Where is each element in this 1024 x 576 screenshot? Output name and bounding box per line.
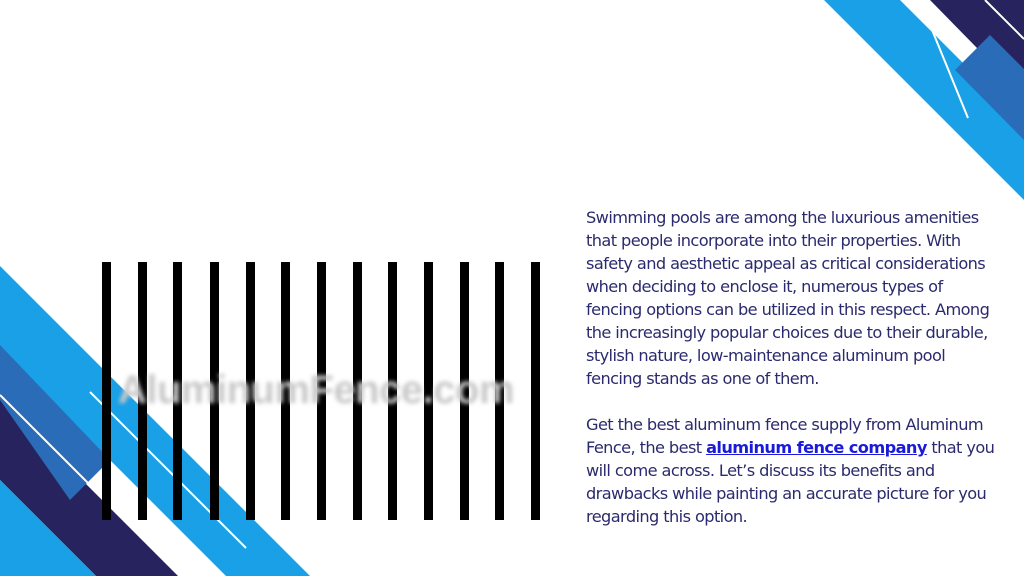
image-watermark: AluminumFence.com [118, 368, 515, 412]
fence-picket [102, 262, 111, 520]
cta-paragraph [586, 413, 998, 528]
intro-paragraph: Swimming pools are among the luxurious amenities that people incorporate into their properties. With safety and aesthetic appeal as critical considerations when deciding to enclose it, numerous types of fencing options can be utilized in this respect. Among the increasingly popular choices due to their durable, stylish nature, low-maintenance aluminum pool fencing stands as one of them. [586, 208, 990, 388]
cta-text-after: that you will come across. Let’s discuss its benefits and drawbacks while painting an accurate picture for you regarding this option. [586, 438, 995, 526]
cta-text-before: Get the best aluminum fence supply from Aluminum Fence, the best [586, 415, 984, 457]
aluminum-fence-company-link[interactable]: aluminum fence company [706, 438, 927, 457]
article-text [586, 206, 998, 528]
